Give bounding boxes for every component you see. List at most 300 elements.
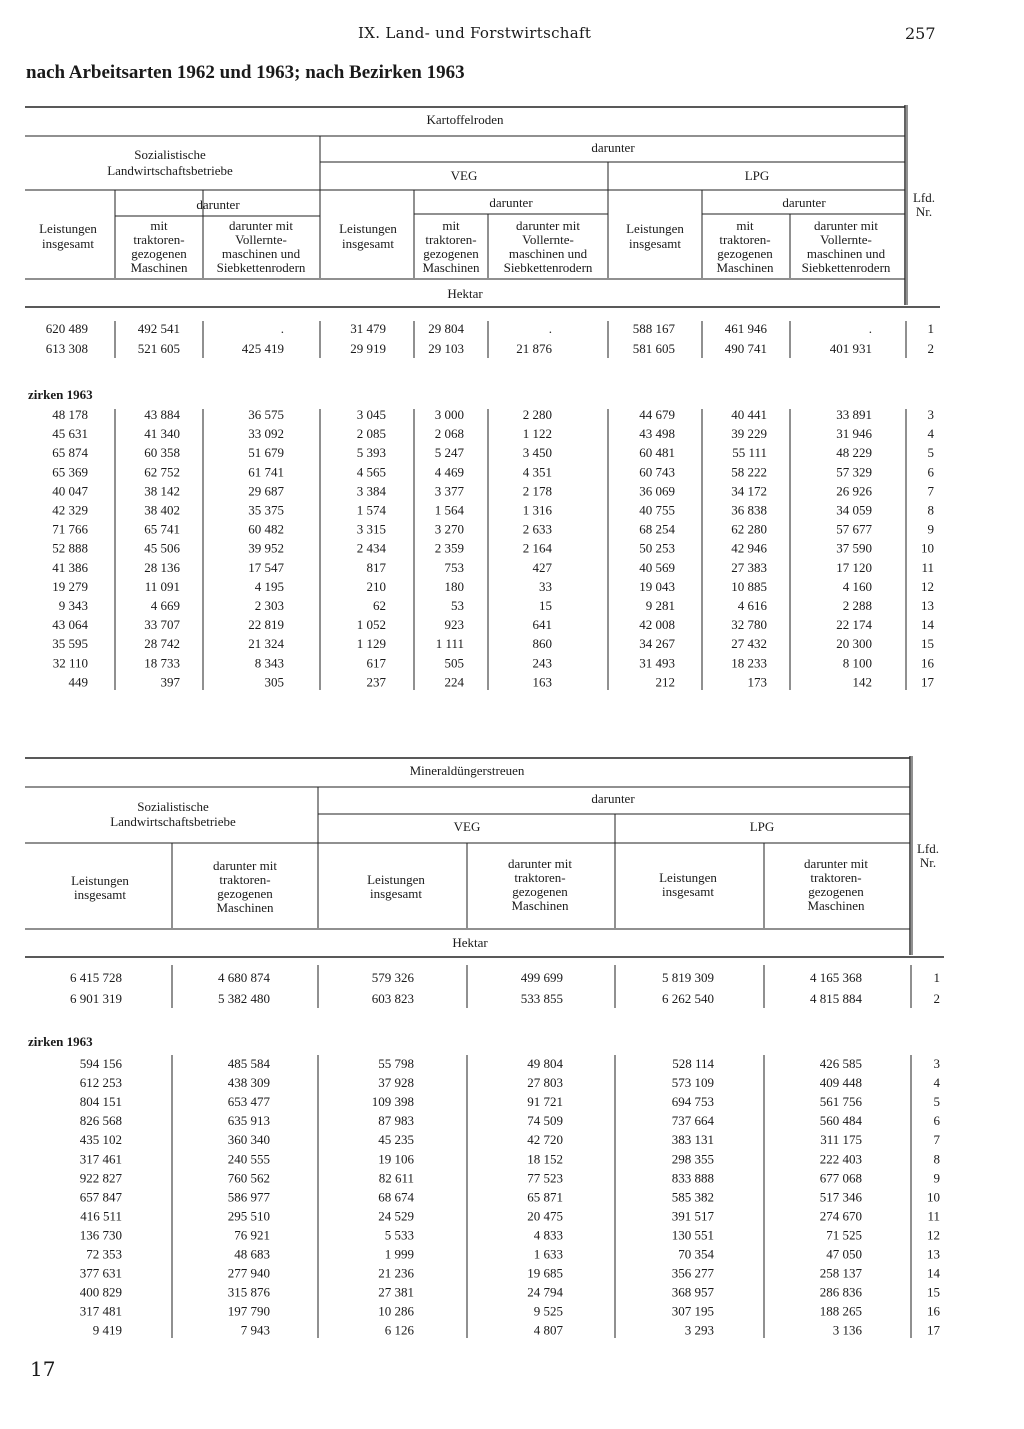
row-number: 8	[933, 1151, 940, 1167]
table-cell: 29 103	[428, 341, 464, 356]
table-cell: 561 756	[819, 1094, 862, 1110]
col-header-mit-traktoren: gezogenen	[717, 246, 773, 261]
table-cell: 4 669	[150, 598, 180, 613]
table-cell: 657 847	[79, 1189, 122, 1205]
lpg-header: LPG	[744, 168, 770, 183]
row-number: 17	[921, 674, 934, 690]
col-header-vollernte: maschinen und	[508, 246, 588, 261]
darunter-header: darunter	[196, 197, 240, 212]
veg-header: VEG	[450, 168, 478, 183]
table-cell: 240 555	[227, 1151, 270, 1167]
col-header-vollernte: darunter mit	[516, 218, 580, 233]
col-header-vollernte: Vollernte-	[522, 232, 574, 247]
table-cell: 416 511	[80, 1208, 122, 1224]
table-cell: 533 855	[520, 991, 563, 1006]
table-cell: 3 045	[356, 407, 386, 422]
table-cell: 2 068	[434, 426, 464, 442]
table-cell: 860	[532, 636, 552, 652]
table-cell: 36 838	[731, 502, 767, 518]
table-cell: 499 699	[520, 970, 563, 985]
table-cell: 612 253	[79, 1075, 122, 1091]
table-cell: 356 277	[671, 1265, 714, 1281]
table-cell: 224	[444, 674, 464, 690]
table-cell: 60 482	[248, 521, 284, 537]
col-header-mit-traktoren: gezogenen	[131, 246, 187, 261]
table-cell: 58 222	[731, 464, 767, 480]
table-cell: 20 475	[527, 1208, 563, 1224]
table-cell: 29 804	[428, 321, 464, 336]
table-cell: 9 343	[58, 598, 88, 613]
row-number: 2	[927, 341, 934, 356]
table-cell: 33 092	[248, 426, 284, 442]
row-number: 13	[921, 598, 934, 613]
table-cell: 20 300	[836, 636, 872, 652]
col-header-leistungen: insgesamt	[42, 236, 94, 251]
table-cell: 298 355	[671, 1151, 714, 1167]
table-cell: 55 798	[378, 1056, 414, 1071]
table-cell: 581 605	[632, 341, 675, 356]
col-header-mit-traktoren: Maschinen	[422, 260, 480, 275]
row-number: 8	[927, 502, 934, 518]
table-cell: 3 315	[356, 521, 386, 537]
table-cell: 4 160	[842, 578, 872, 594]
group-header: Sozialistische	[137, 799, 209, 814]
col-header-leistungen: Leistungen	[367, 872, 425, 887]
col-header-mit-traktoren: mit	[736, 218, 754, 233]
table-cell: 9 281	[645, 598, 675, 613]
col-header-leistungen: insgesamt	[662, 884, 714, 899]
table-cell: 1 574	[356, 502, 386, 518]
darunter-header: darunter	[489, 195, 533, 210]
table-cell: 1 111	[435, 636, 464, 652]
table-cell: 8 343	[254, 655, 284, 671]
row-number: 7	[933, 1132, 940, 1148]
table-cell: 449	[68, 674, 88, 690]
table-cell: 91 721	[527, 1094, 563, 1110]
table-cell: 65 874	[52, 445, 88, 461]
table-cell: 307 195	[671, 1303, 714, 1319]
table-cell: 2 280	[522, 407, 552, 422]
darunter-header: darunter	[591, 791, 635, 806]
table-cell: 305	[264, 674, 284, 690]
table-cell: 39 952	[248, 540, 284, 556]
row-number: 9	[933, 1170, 940, 1186]
table-cell: 3 384	[356, 483, 386, 499]
table-cell: 34 267	[639, 636, 675, 652]
table-cell: 603 823	[371, 991, 414, 1006]
row-number: 3	[927, 407, 934, 422]
col-header-darunter-traktoren: Maschinen	[511, 898, 569, 913]
table-cell: 77 523	[527, 1170, 563, 1186]
table-cell: 33 707	[144, 617, 180, 633]
table-cell: 613 308	[45, 341, 88, 356]
row-number: 11	[927, 1208, 940, 1224]
table-cell: 426 585	[819, 1056, 862, 1071]
table-cell: 48 683	[234, 1246, 270, 1262]
table-cell: 286 836	[819, 1284, 862, 1300]
table-cell: 594 156	[79, 1056, 122, 1071]
table-cell: 36 069	[639, 483, 675, 499]
table-cell: 62 280	[731, 521, 767, 537]
col-header-darunter-traktoren: gezogenen	[217, 886, 273, 901]
table-cell: 517 346	[819, 1189, 862, 1205]
group-header: Landwirtschaftsbetriebe	[110, 814, 236, 829]
col-header-darunter-traktoren: darunter mit	[804, 856, 868, 871]
table-cell: 33 891	[836, 407, 872, 422]
table-cell: 82 611	[378, 1170, 414, 1186]
table-cell: 27 383	[731, 559, 767, 575]
table-cell: 29 687	[248, 483, 284, 499]
running-title: IX. Land- und Forstwirtschaft	[358, 24, 592, 42]
table-cell: 826 568	[79, 1113, 122, 1129]
col-header-darunter-traktoren: traktoren-	[219, 872, 271, 887]
table-cell: 923	[444, 617, 464, 633]
table-cell: 61 741	[248, 464, 284, 480]
table-cell: 76 921	[234, 1227, 270, 1243]
table-cell: 40 441	[731, 407, 767, 422]
unit-label: Hektar	[452, 935, 488, 950]
table-cell: 1 122	[522, 426, 552, 442]
table-cell: 41 386	[52, 559, 88, 575]
table-cell: 817	[366, 559, 386, 575]
row-number: 1	[927, 321, 934, 336]
table-cell: 21 876	[516, 341, 552, 356]
table-cell: 31 946	[836, 426, 872, 442]
table-cell: 71 766	[52, 521, 88, 537]
lfd-nr-header: Lfd.	[912, 190, 936, 205]
table-cell: 317 461	[79, 1151, 122, 1167]
table-cell: 401 931	[829, 341, 872, 356]
table-cell: 2 288	[842, 598, 872, 613]
table-cell: 5 533	[384, 1227, 414, 1243]
table-cell: 65 741	[144, 521, 180, 537]
row-number: 15	[921, 636, 934, 652]
table-cell: 34 172	[731, 483, 767, 499]
col-header-mit-traktoren: mit	[150, 218, 168, 233]
table-cell: 620 489	[45, 321, 88, 336]
table-cell: 368 957	[671, 1284, 714, 1300]
table-cell: 3 450	[522, 445, 552, 461]
col-header-mit-traktoren: Maschinen	[716, 260, 774, 275]
table-cell: 31 479	[350, 321, 386, 336]
table-cell: 42 946	[731, 540, 767, 556]
table-cell: .	[280, 321, 284, 336]
table-cell: 7 943	[240, 1322, 270, 1338]
table-cell: 6 415 728	[70, 970, 122, 985]
table-cell: 617	[366, 655, 386, 671]
table-cell: 4 815 884	[810, 991, 862, 1006]
table-cell: 48 229	[836, 445, 872, 461]
table-cell: 490 741	[724, 341, 767, 356]
table-cell: 461 946	[724, 321, 767, 336]
col-header-mit-traktoren: traktoren-	[133, 232, 185, 247]
row-number: 17	[927, 1322, 940, 1338]
table-cell: 43 498	[639, 426, 675, 442]
table-cell: 573 109	[671, 1075, 714, 1091]
table-cell: 32 780	[731, 617, 767, 633]
col-header-leistungen: Leistungen	[626, 221, 684, 236]
table-cell: 60 358	[144, 445, 180, 461]
table-cell: 360 340	[227, 1132, 270, 1148]
table-cell: 438 309	[227, 1075, 270, 1091]
col-header-leistungen: insgesamt	[74, 887, 126, 902]
table-cell: 57 677	[836, 521, 872, 537]
table-cell: 68 254	[639, 521, 675, 537]
section-label: zirken 1963	[28, 1034, 93, 1049]
col-header-darunter-traktoren: Maschinen	[216, 900, 274, 915]
table-cell: .	[868, 321, 872, 336]
table-cell: 492 541	[137, 321, 180, 336]
table-cell: 52 888	[52, 540, 88, 556]
table-cell: 68 674	[378, 1189, 414, 1205]
table-cell: 804 151	[79, 1094, 122, 1110]
table-cell: 425 419	[241, 341, 284, 356]
col-header-vollernte: Siebkettenrodern	[503, 260, 593, 275]
table-cell: 317 481	[79, 1303, 122, 1319]
table-cell: 277 940	[227, 1265, 270, 1281]
table-cell: 2 434	[356, 540, 386, 556]
table-cell: 528 114	[672, 1056, 714, 1071]
table-cell: 36 575	[248, 407, 284, 422]
table-cell: 32 110	[52, 655, 88, 671]
table-cell: 43 884	[144, 407, 180, 422]
col-header-leistungen: Leistungen	[39, 221, 97, 236]
section-label: zirken 1963	[28, 387, 93, 402]
table-cell: 8 100	[842, 655, 872, 671]
table-cell: 42 329	[52, 502, 88, 518]
table-cell: 1 129	[356, 636, 386, 652]
table-cell: 2 633	[522, 521, 552, 537]
col-header-mit-traktoren: traktoren-	[719, 232, 771, 247]
lfd-nr-header: Nr.	[915, 204, 933, 219]
table-cell: 212	[655, 674, 675, 690]
table-cell: 65 369	[52, 464, 88, 480]
table-cell: 109 398	[371, 1094, 414, 1110]
table-cell: 51 679	[248, 445, 284, 461]
table-cell: 11 091	[144, 578, 180, 594]
table-caption: Mineraldüngerstreuen	[409, 763, 525, 778]
table-cell: 35 375	[248, 502, 284, 518]
table-cell: 1 633	[533, 1246, 563, 1262]
table-cell: 26 926	[836, 483, 872, 499]
table-cell: 6 262 540	[662, 991, 714, 1006]
table-cell: 4 565	[356, 464, 386, 480]
table-cell: 2 359	[434, 540, 464, 556]
table-cell: 39 229	[731, 426, 767, 442]
table-cell: 72 353	[86, 1246, 122, 1262]
table-cell: 2 085	[356, 426, 386, 442]
col-header-leistungen: Leistungen	[71, 873, 129, 888]
table-cell: 311 175	[820, 1132, 862, 1148]
row-number: 11	[921, 559, 934, 575]
table-cell: 142	[852, 674, 872, 690]
table-cell: 694 753	[671, 1094, 714, 1110]
table-cell: 42 720	[527, 1132, 563, 1148]
table-cell: 10 885	[731, 578, 767, 594]
table-cell: 400 829	[79, 1284, 122, 1300]
table-cell: 586 977	[227, 1189, 270, 1205]
row-number: 5	[927, 445, 934, 461]
table-cell: 31 493	[639, 655, 675, 671]
col-header-leistungen: insgesamt	[342, 236, 394, 251]
row-number: 14	[921, 617, 934, 633]
table-cell: 10 286	[378, 1303, 414, 1319]
col-header-leistungen: Leistungen	[339, 221, 397, 236]
table-cell: 33	[539, 578, 552, 594]
table-cell: 17 120	[836, 559, 872, 575]
table-cell: 18 152	[527, 1151, 563, 1167]
table-cell: 3 136	[832, 1322, 862, 1338]
table-cell: 60 481	[639, 445, 675, 461]
table-cell: 38 402	[144, 502, 180, 518]
table-cell: 427	[532, 559, 552, 575]
table-cell: 4 616	[737, 598, 767, 613]
row-number: 7	[927, 483, 934, 499]
row-number: 6	[927, 464, 934, 480]
table-cell: 15	[539, 598, 552, 613]
table-cell: 21 236	[378, 1265, 414, 1281]
table-cell: 19 279	[52, 578, 88, 594]
col-header-darunter-traktoren: traktoren-	[810, 870, 862, 885]
table-cell: 70 354	[678, 1246, 714, 1262]
table-cell: 397	[160, 674, 180, 690]
table-cell: 677 068	[819, 1170, 862, 1186]
col-header-vollernte: Vollernte-	[820, 232, 872, 247]
col-header-vollernte: darunter mit	[814, 218, 878, 233]
table-cell: 188 265	[819, 1303, 862, 1319]
table-cell: 48 178	[52, 407, 88, 422]
table-cell: 40 047	[52, 483, 88, 499]
table-cell: 1 999	[384, 1246, 414, 1262]
table-cell: 2 303	[254, 598, 284, 613]
table-cell: 38 142	[144, 483, 180, 499]
table-cell: 37 590	[836, 540, 872, 556]
table-cell: 28 136	[144, 559, 180, 575]
table-cell: 560 484	[819, 1113, 862, 1129]
table-cell: 22 174	[836, 617, 872, 633]
table-cell: 4 165 368	[810, 970, 862, 985]
table-cell: 641	[532, 617, 552, 633]
row-number: 6	[933, 1113, 940, 1129]
row-number: 4	[933, 1075, 940, 1091]
table-cell: 19 685	[527, 1265, 563, 1281]
table-cell: 47 050	[826, 1246, 862, 1262]
table-cell: 53	[451, 598, 464, 613]
table-cell: 65 871	[527, 1189, 563, 1205]
table-cell: 6 901 319	[70, 991, 122, 1006]
table-cell: 24 529	[378, 1208, 414, 1224]
table-cell: 130 551	[671, 1227, 714, 1243]
table-cell: 274 670	[819, 1208, 862, 1224]
table-cell: 4 833	[533, 1227, 563, 1243]
col-header-vollernte: Vollernte-	[235, 232, 287, 247]
table-cell: 43 064	[52, 617, 88, 633]
table-cell: 74 509	[527, 1113, 563, 1129]
table-cell: 4 195	[254, 578, 284, 594]
col-header-leistungen: insgesamt	[629, 236, 681, 251]
table-cell: 22 819	[248, 617, 284, 633]
row-number: 12	[927, 1227, 940, 1243]
table-cell: 173	[747, 674, 767, 690]
col-header-darunter-traktoren: Maschinen	[807, 898, 865, 913]
lfd-nr-header: Lfd.	[916, 841, 940, 856]
table-cell: 521 605	[137, 341, 180, 356]
table-caption: Kartoffelroden	[426, 112, 504, 127]
table-cell: 377 631	[79, 1265, 122, 1281]
row-number: 10	[927, 1189, 940, 1205]
unit-label: Hektar	[447, 286, 483, 301]
table-cell: 45 631	[52, 426, 88, 442]
table-cell: 4 469	[434, 464, 464, 480]
col-header-darunter-traktoren: gezogenen	[808, 884, 864, 899]
darunter-header: darunter	[591, 140, 635, 155]
row-number: 2	[933, 991, 940, 1006]
col-header-darunter-traktoren: traktoren-	[514, 870, 566, 885]
col-header-vollernte: Siebkettenrodern	[216, 260, 306, 275]
col-header-mit-traktoren: traktoren-	[425, 232, 477, 247]
col-header-darunter-traktoren: gezogenen	[512, 884, 568, 899]
row-number: 16	[927, 1303, 940, 1319]
table-cell: 383 131	[671, 1132, 714, 1148]
group-header: Sozialistische	[134, 147, 206, 162]
table-cell: 180	[444, 578, 464, 594]
page-title: nach Arbeitsarten 1962 und 1963; nach Bezirken 1963	[26, 62, 465, 83]
row-number: 9	[927, 521, 934, 537]
table-cell: 922 827	[79, 1170, 122, 1186]
table-cell: 37 928	[378, 1075, 414, 1091]
table-cell: 579 326	[371, 970, 414, 985]
table-cell: 435 102	[79, 1132, 122, 1148]
table-cell: 27 432	[731, 636, 767, 652]
row-number: 3	[933, 1056, 940, 1071]
table-cell: 40 755	[639, 502, 675, 518]
table-cell: 3 000	[434, 407, 464, 422]
row-number: 5	[933, 1094, 940, 1110]
col-header-mit-traktoren: gezogenen	[423, 246, 479, 261]
row-number: 13	[927, 1246, 940, 1262]
table-cell: 833 888	[671, 1170, 714, 1186]
table-cell: 1 052	[356, 617, 386, 633]
table-cell: 243	[532, 655, 552, 671]
table-cell: 71 525	[826, 1227, 862, 1243]
table-cell: 3 293	[684, 1322, 714, 1338]
table-cell: 737 664	[671, 1113, 714, 1129]
table-cell: 9 419	[92, 1322, 122, 1338]
table-cell: 18 733	[144, 655, 180, 671]
table-cell: 62 752	[144, 464, 180, 480]
table-cell: 5 247	[434, 445, 464, 461]
row-number: 4	[927, 426, 934, 442]
table-cell: 29 919	[350, 341, 386, 356]
col-header-leistungen: Leistungen	[659, 870, 717, 885]
table-cell: 1 564	[434, 502, 464, 518]
table-cell: 5 382 480	[218, 991, 270, 1006]
table-cell: 4 351	[522, 464, 552, 480]
group-header: Landwirtschaftsbetriebe	[107, 163, 233, 178]
row-number: 16	[921, 655, 934, 671]
row-number: 10	[921, 540, 934, 556]
table-cell: 21 324	[248, 636, 284, 652]
table-cell: 50 253	[639, 540, 675, 556]
lpg-header: LPG	[749, 819, 775, 834]
table-cell: 41 340	[144, 426, 180, 442]
col-header-darunter-traktoren: darunter mit	[213, 858, 277, 873]
table-cell: 315 876	[227, 1284, 270, 1300]
table-cell: 9 525	[533, 1303, 563, 1319]
table-cell: 62	[373, 598, 386, 613]
table-cell: 588 167	[632, 321, 675, 336]
table-cell: 4 807	[533, 1322, 563, 1338]
